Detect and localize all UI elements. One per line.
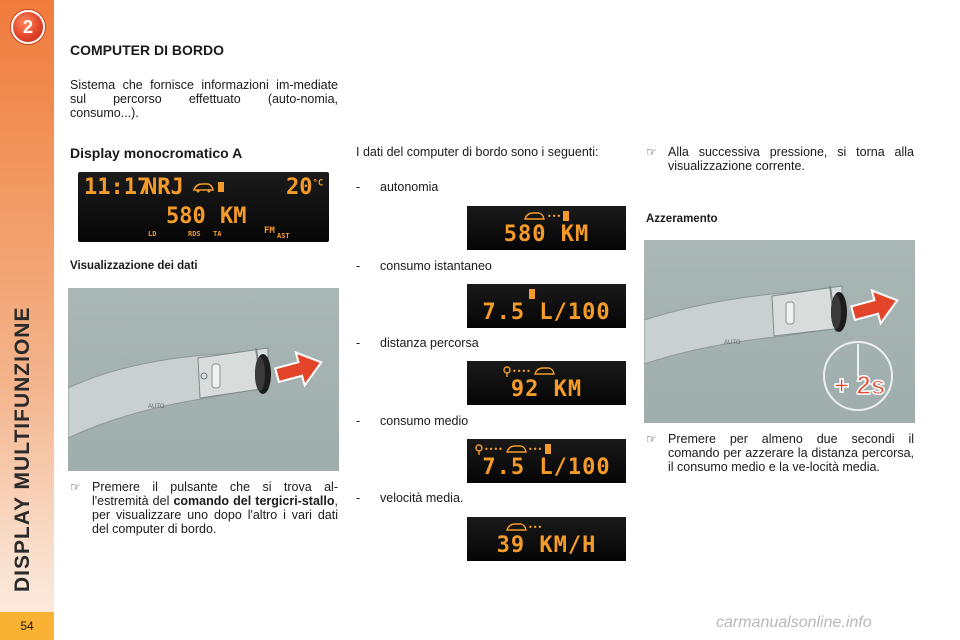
- trip-car-icon: [467, 364, 626, 378]
- display-station: NRJ: [144, 175, 184, 200]
- data-intro-paragraph: I dati del computer di bordo sono i seguenti:: [356, 145, 599, 159]
- section-title: COMPUTER DI BORDO: [70, 42, 224, 58]
- average-speed-display: ••• 39 KM/H: [467, 517, 626, 561]
- pointing-hand-icon: ☞: [70, 480, 81, 494]
- range-display: ••• 580 KM: [467, 206, 626, 250]
- indicator-ld: LD: [148, 230, 157, 238]
- average-consumption-display: •••• ••• 7.5 L/100: [467, 439, 626, 483]
- return-instruction: ☞ Alla successiva pressione, si torna alla visualizzazione corrente.: [646, 145, 914, 173]
- svg-text:•••: •••: [528, 523, 543, 532]
- reset-instruction: ☞ Premere per almeno due secondi il comando per azzerare la distanza percorsa, il consumo medio e la ve-locità media.: [646, 432, 914, 474]
- svg-text:•••: •••: [547, 212, 562, 221]
- reset-heading: Azzeramento: [646, 213, 718, 225]
- trip-car-fuel-icon: [467, 442, 626, 456]
- fuel-pump-icon: [467, 287, 626, 301]
- svg-text:•••: •••: [528, 445, 543, 454]
- wiper-stalk-term: comando del tergicri-stallo: [173, 494, 335, 508]
- instant-consumption-display: 7.5 L/100: [467, 284, 626, 328]
- chapter-number-badge: 2: [11, 10, 45, 44]
- data-item-range: - autonomia: [356, 180, 439, 194]
- svg-text:••••: ••••: [512, 367, 531, 376]
- wiper-stalk-photo: [68, 288, 339, 471]
- car-speed-icon: [467, 520, 626, 534]
- display-range-unit: KM: [220, 204, 247, 229]
- visualization-heading: Visualizzazione dei dati: [70, 260, 198, 272]
- display-range-value: 580: [166, 204, 206, 229]
- indicator-ta: TA: [213, 230, 222, 238]
- stalk-auto-label: AUTO: [724, 340, 741, 346]
- pointing-hand-icon: ☞: [646, 145, 657, 159]
- stalk-auto-label: AUTO: [148, 404, 165, 410]
- data-item-average-speed: - velocità media.: [356, 491, 464, 505]
- data-item-average-consumption: - consumo medio: [356, 414, 469, 428]
- pointing-hand-icon: ☞: [646, 432, 657, 446]
- monochrome-display-a: [78, 172, 329, 242]
- chapter-vertical-title: DISPLAY MULTIFUNZIONE: [11, 306, 34, 592]
- mono-display-heading: Display monocromatico A: [70, 145, 243, 161]
- distance-display: •••• 92 KM: [467, 361, 626, 405]
- car-fuel-icon: [467, 209, 626, 223]
- data-item-distance: - distanza percorsa: [356, 336, 479, 350]
- indicator-ast: AST: [277, 232, 290, 240]
- display-temperature: $20^{^\circ C}$: [286, 175, 324, 200]
- svg-text:••••: ••••: [484, 445, 503, 454]
- data-item-instant-consumption: - consumo istantaneo: [356, 259, 492, 273]
- indicator-rds: RDS: [188, 230, 201, 238]
- intro-paragraph: Sistema che fornisce informazioni im-mediate sul percorso effettuato (auto-nomia, consumo...).: [70, 78, 338, 120]
- display-time: 11:17: [84, 175, 151, 200]
- watermark: carmanualsonline.info: [716, 614, 872, 631]
- press-instruction: ☞ Premere il pulsante che si trova al-l'estremità del comando del tergicri-stallo, per visualizzare uno dopo l'altro i vari dati del computer di bordo.: [70, 480, 338, 536]
- hold-two-seconds-label: + 2s: [834, 370, 886, 400]
- reset-stalk-photo: [644, 240, 915, 423]
- page-number: 54: [0, 612, 54, 640]
- indicator-fm: FM: [264, 226, 275, 236]
- car-fuel-icon: [192, 180, 226, 196]
